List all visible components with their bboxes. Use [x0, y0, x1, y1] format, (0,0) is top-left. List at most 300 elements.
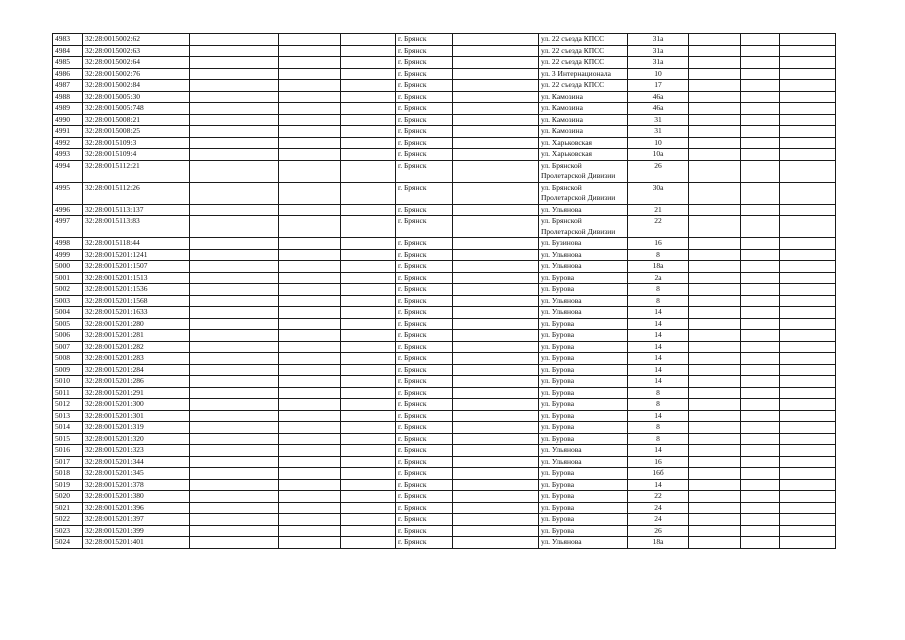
empty-cell [780, 149, 836, 161]
empty-cell [741, 216, 780, 238]
empty-cell [780, 479, 836, 491]
cadastral-number-cell: 32:28:0015201:283 [83, 353, 190, 365]
empty-cell [279, 491, 341, 503]
empty-cell [780, 182, 836, 204]
empty-cell [689, 103, 741, 115]
empty-cell [741, 91, 780, 103]
cadastral-number-cell: 32:28:0015002:62 [83, 34, 190, 46]
empty-cell [689, 318, 741, 330]
empty-cell [689, 445, 741, 457]
city-cell: г. Брянск [396, 34, 453, 46]
empty-cell [741, 114, 780, 126]
empty-cell [453, 34, 539, 46]
empty-cell [453, 57, 539, 69]
table-row [53, 525, 836, 537]
empty-cell [341, 514, 396, 526]
empty-cell [341, 399, 396, 411]
house-number-cell: 14 [628, 479, 689, 491]
row-number-cell: 4994 [53, 160, 83, 182]
empty-cell [689, 399, 741, 411]
empty-cell [741, 364, 780, 376]
empty-cell [341, 445, 396, 457]
empty-cell [341, 57, 396, 69]
empty-cell [741, 318, 780, 330]
empty-cell [453, 399, 539, 411]
empty-cell [689, 261, 741, 273]
cadastral-number-cell: 32:28:0015118:44 [83, 238, 190, 250]
table-row [53, 57, 836, 69]
row-number-cell: 5017 [53, 456, 83, 468]
empty-cell [341, 307, 396, 319]
street-cell: ул. Бурова [539, 353, 628, 365]
empty-cell [279, 57, 341, 69]
empty-cell [279, 261, 341, 273]
empty-cell [279, 137, 341, 149]
empty-cell [453, 103, 539, 115]
cadastral-number-cell: 32:28:0015201:1241 [83, 249, 190, 261]
table-row [53, 34, 836, 46]
empty-cell [453, 353, 539, 365]
house-number-cell: 14 [628, 341, 689, 353]
empty-cell [279, 387, 341, 399]
table-row [53, 376, 836, 388]
empty-cell [341, 525, 396, 537]
empty-cell [190, 216, 279, 238]
house-number-cell: 22 [628, 491, 689, 503]
street-cell: ул. Бурова [539, 284, 628, 296]
empty-cell [279, 502, 341, 514]
empty-cell [780, 238, 836, 250]
cadastral-number-cell: 32:28:0015002:64 [83, 57, 190, 69]
empty-cell [341, 68, 396, 80]
empty-cell [780, 537, 836, 549]
cadastral-number-cell: 32:28:0015201:344 [83, 456, 190, 468]
cadastral-number-cell: 32:28:0015109:4 [83, 149, 190, 161]
house-number-cell: 31а [628, 45, 689, 57]
row-number-cell: 5003 [53, 295, 83, 307]
row-number-cell: 5000 [53, 261, 83, 273]
empty-cell [780, 295, 836, 307]
empty-cell [689, 330, 741, 342]
empty-cell [190, 34, 279, 46]
city-cell: г. Брянск [396, 353, 453, 365]
empty-cell [341, 284, 396, 296]
empty-cell [341, 216, 396, 238]
house-number-cell: 14 [628, 353, 689, 365]
empty-cell [689, 80, 741, 92]
street-cell: ул. Бурова [539, 318, 628, 330]
empty-cell [190, 45, 279, 57]
empty-cell [780, 410, 836, 422]
row-number-cell: 4999 [53, 249, 83, 261]
cadastral-number-cell: 32:28:0015201:1536 [83, 284, 190, 296]
house-number-cell: 8 [628, 284, 689, 296]
table-row [53, 216, 836, 238]
empty-cell [341, 160, 396, 182]
table-row [53, 353, 836, 365]
empty-cell [689, 433, 741, 445]
street-cell: ул. Бурова [539, 330, 628, 342]
empty-cell [279, 422, 341, 434]
empty-cell [780, 502, 836, 514]
empty-cell [453, 376, 539, 388]
empty-cell [190, 68, 279, 80]
house-number-cell: 14 [628, 376, 689, 388]
cadastral-number-cell: 32:28:0015201:396 [83, 502, 190, 514]
empty-cell [190, 204, 279, 216]
empty-cell [279, 537, 341, 549]
empty-cell [453, 45, 539, 57]
row-number-cell: 4988 [53, 91, 83, 103]
city-cell: г. Брянск [396, 502, 453, 514]
empty-cell [341, 272, 396, 284]
empty-cell [279, 295, 341, 307]
empty-cell [190, 103, 279, 115]
empty-cell [279, 160, 341, 182]
empty-cell [279, 238, 341, 250]
cadastral-number-cell: 32:28:0015002:84 [83, 80, 190, 92]
empty-cell [780, 525, 836, 537]
table-row [53, 204, 836, 216]
cadastral-number-cell: 32:28:0015201:280 [83, 318, 190, 330]
empty-cell [741, 238, 780, 250]
empty-cell [279, 249, 341, 261]
house-number-cell: 10 [628, 137, 689, 149]
house-number-cell: 2а [628, 272, 689, 284]
empty-cell [741, 341, 780, 353]
cadastral-number-cell: 32:28:0015201:1633 [83, 307, 190, 319]
cadastral-number-cell: 32:28:0015201:1568 [83, 295, 190, 307]
house-number-cell: 8 [628, 422, 689, 434]
empty-cell [453, 160, 539, 182]
table-row [53, 433, 836, 445]
empty-cell [741, 433, 780, 445]
empty-cell [453, 149, 539, 161]
house-number-cell: 46а [628, 103, 689, 115]
empty-cell [341, 149, 396, 161]
city-cell: г. Брянск [396, 410, 453, 422]
empty-cell [780, 491, 836, 503]
empty-cell [780, 468, 836, 480]
cadastral-number-cell: 32:28:0015201:345 [83, 468, 190, 480]
street-cell: ул. Харьковская [539, 137, 628, 149]
empty-cell [453, 204, 539, 216]
empty-cell [190, 468, 279, 480]
empty-cell [741, 45, 780, 57]
row-number-cell: 5006 [53, 330, 83, 342]
empty-cell [689, 353, 741, 365]
house-number-cell: 8 [628, 387, 689, 399]
empty-cell [741, 502, 780, 514]
city-cell: г. Брянск [396, 399, 453, 411]
empty-cell [689, 525, 741, 537]
street-cell: ул. 22 съезда КПСС [539, 57, 628, 69]
table-row [53, 160, 836, 182]
empty-cell [689, 57, 741, 69]
row-number-cell: 5021 [53, 502, 83, 514]
row-number-cell: 4991 [53, 126, 83, 138]
empty-cell [741, 149, 780, 161]
table-row [53, 491, 836, 503]
house-number-cell: 14 [628, 445, 689, 457]
row-number-cell: 4993 [53, 149, 83, 161]
empty-cell [190, 295, 279, 307]
empty-cell [741, 68, 780, 80]
street-cell: ул. Ульянова [539, 249, 628, 261]
empty-cell [741, 182, 780, 204]
house-number-cell: 31 [628, 126, 689, 138]
row-number-cell: 5014 [53, 422, 83, 434]
empty-cell [453, 364, 539, 376]
empty-cell [279, 341, 341, 353]
empty-cell [190, 422, 279, 434]
empty-cell [190, 318, 279, 330]
empty-cell [279, 149, 341, 161]
city-cell: г. Брянск [396, 80, 453, 92]
empty-cell [741, 295, 780, 307]
empty-cell [741, 410, 780, 422]
empty-cell [190, 502, 279, 514]
empty-cell [780, 353, 836, 365]
cadastral-number-cell: 32:28:0015008:25 [83, 126, 190, 138]
row-number-cell: 5002 [53, 284, 83, 296]
empty-cell [190, 261, 279, 273]
empty-cell [689, 160, 741, 182]
empty-cell [689, 341, 741, 353]
street-cell: ул. Камозина [539, 103, 628, 115]
empty-cell [190, 238, 279, 250]
empty-cell [453, 68, 539, 80]
row-number-cell: 5007 [53, 341, 83, 353]
empty-cell [190, 114, 279, 126]
empty-cell [689, 137, 741, 149]
house-number-cell: 10а [628, 149, 689, 161]
row-number-cell: 4998 [53, 238, 83, 250]
empty-cell [453, 307, 539, 319]
empty-cell [453, 272, 539, 284]
table-row [53, 514, 836, 526]
row-number-cell: 5011 [53, 387, 83, 399]
city-cell: г. Брянск [396, 330, 453, 342]
empty-cell [453, 456, 539, 468]
empty-cell [341, 341, 396, 353]
empty-cell [780, 318, 836, 330]
street-cell: ул. 3 Интернационала [539, 68, 628, 80]
empty-cell [190, 307, 279, 319]
empty-cell [453, 422, 539, 434]
cadastral-number-cell: 32:28:0015113:137 [83, 204, 190, 216]
house-number-cell: 8 [628, 295, 689, 307]
empty-cell [780, 445, 836, 457]
empty-cell [780, 80, 836, 92]
house-number-cell: 8 [628, 249, 689, 261]
city-cell: г. Брянск [396, 387, 453, 399]
empty-cell [279, 514, 341, 526]
street-cell: ул. Ульянова [539, 456, 628, 468]
city-cell: г. Брянск [396, 91, 453, 103]
empty-cell [279, 399, 341, 411]
empty-cell [190, 456, 279, 468]
table-row [53, 537, 836, 549]
empty-cell [279, 433, 341, 445]
row-number-cell: 5022 [53, 514, 83, 526]
street-cell: ул. Бурова [539, 422, 628, 434]
street-cell: ул. 22 съезда КПСС [539, 34, 628, 46]
row-number-cell: 5019 [53, 479, 83, 491]
street-cell: ул. Бурова [539, 399, 628, 411]
cadastral-number-cell: 32:28:0015201:378 [83, 479, 190, 491]
table-row [53, 249, 836, 261]
city-cell: г. Брянск [396, 249, 453, 261]
table-row [53, 479, 836, 491]
cadastral-number-cell: 32:28:0015109:3 [83, 137, 190, 149]
empty-cell [780, 34, 836, 46]
city-cell: г. Брянск [396, 216, 453, 238]
empty-cell [190, 537, 279, 549]
empty-cell [453, 468, 539, 480]
street-cell: ул. Камозина [539, 91, 628, 103]
empty-cell [279, 103, 341, 115]
city-cell: г. Брянск [396, 422, 453, 434]
table-row [53, 261, 836, 273]
street-cell: ул. Брянской Пролетарской Дивизии [539, 182, 628, 204]
empty-cell [341, 468, 396, 480]
empty-cell [190, 126, 279, 138]
empty-cell [741, 57, 780, 69]
empty-cell [190, 149, 279, 161]
table-row [53, 307, 836, 319]
city-cell: г. Брянск [396, 456, 453, 468]
empty-cell [279, 318, 341, 330]
empty-cell [190, 387, 279, 399]
empty-cell [453, 318, 539, 330]
street-cell: ул. Бурова [539, 468, 628, 480]
empty-cell [780, 137, 836, 149]
city-cell: г. Брянск [396, 114, 453, 126]
house-number-cell: 16б [628, 468, 689, 480]
table-row [53, 330, 836, 342]
empty-cell [741, 261, 780, 273]
street-cell: ул. 22 съезда КПСС [539, 80, 628, 92]
city-cell: г. Брянск [396, 295, 453, 307]
empty-cell [741, 353, 780, 365]
house-number-cell: 14 [628, 330, 689, 342]
empty-cell [780, 433, 836, 445]
house-number-cell: 8 [628, 399, 689, 411]
empty-cell [689, 502, 741, 514]
empty-cell [780, 364, 836, 376]
empty-cell [741, 204, 780, 216]
empty-cell [689, 410, 741, 422]
empty-cell [190, 514, 279, 526]
table-row [53, 284, 836, 296]
empty-cell [341, 45, 396, 57]
table-row [53, 318, 836, 330]
empty-cell [190, 284, 279, 296]
empty-cell [341, 261, 396, 273]
empty-cell [780, 68, 836, 80]
empty-cell [689, 364, 741, 376]
empty-cell [741, 525, 780, 537]
empty-cell [190, 160, 279, 182]
empty-cell [780, 45, 836, 57]
house-number-cell: 16 [628, 238, 689, 250]
empty-cell [190, 137, 279, 149]
cadastral-number-cell: 32:28:0015201:380 [83, 491, 190, 503]
cadastral-number-cell: 32:28:0015201:319 [83, 422, 190, 434]
empty-cell [190, 341, 279, 353]
empty-cell [741, 456, 780, 468]
empty-cell [341, 479, 396, 491]
street-cell: ул. Ульянова [539, 307, 628, 319]
empty-cell [689, 456, 741, 468]
empty-cell [341, 491, 396, 503]
empty-cell [190, 353, 279, 365]
row-number-cell: 5004 [53, 307, 83, 319]
city-cell: г. Брянск [396, 445, 453, 457]
empty-cell [279, 216, 341, 238]
empty-cell [279, 364, 341, 376]
table-row [53, 399, 836, 411]
empty-cell [780, 91, 836, 103]
row-number-cell: 5009 [53, 364, 83, 376]
empty-cell [279, 68, 341, 80]
house-number-cell: 16 [628, 456, 689, 468]
city-cell: г. Брянск [396, 103, 453, 115]
city-cell: г. Брянск [396, 525, 453, 537]
empty-cell [190, 445, 279, 457]
table-row [53, 445, 836, 457]
table-row [53, 137, 836, 149]
cadastral-number-cell: 32:28:0015201:397 [83, 514, 190, 526]
empty-cell [279, 91, 341, 103]
cadastral-number-cell: 32:28:0015201:320 [83, 433, 190, 445]
empty-cell [279, 307, 341, 319]
empty-cell [341, 249, 396, 261]
empty-cell [689, 387, 741, 399]
empty-cell [453, 445, 539, 457]
empty-cell [689, 295, 741, 307]
cadastral-number-cell: 32:28:0015201:286 [83, 376, 190, 388]
empty-cell [453, 182, 539, 204]
table-row [53, 114, 836, 126]
empty-cell [279, 376, 341, 388]
cadastral-number-cell: 32:28:0015201:300 [83, 399, 190, 411]
empty-cell [279, 330, 341, 342]
empty-cell [780, 387, 836, 399]
empty-cell [279, 353, 341, 365]
empty-cell [780, 249, 836, 261]
empty-cell [689, 216, 741, 238]
city-cell: г. Брянск [396, 491, 453, 503]
empty-cell [341, 433, 396, 445]
cadastral-number-cell: 32:28:0015201:1507 [83, 261, 190, 273]
city-cell: г. Брянск [396, 149, 453, 161]
empty-cell [341, 126, 396, 138]
empty-cell [741, 422, 780, 434]
empty-cell [741, 514, 780, 526]
empty-cell [780, 160, 836, 182]
table-row [53, 468, 836, 480]
house-number-cell: 46а [628, 91, 689, 103]
table-row [53, 126, 836, 138]
empty-cell [780, 114, 836, 126]
empty-cell [341, 204, 396, 216]
empty-cell [279, 34, 341, 46]
empty-cell [689, 182, 741, 204]
empty-cell [279, 182, 341, 204]
empty-cell [279, 114, 341, 126]
